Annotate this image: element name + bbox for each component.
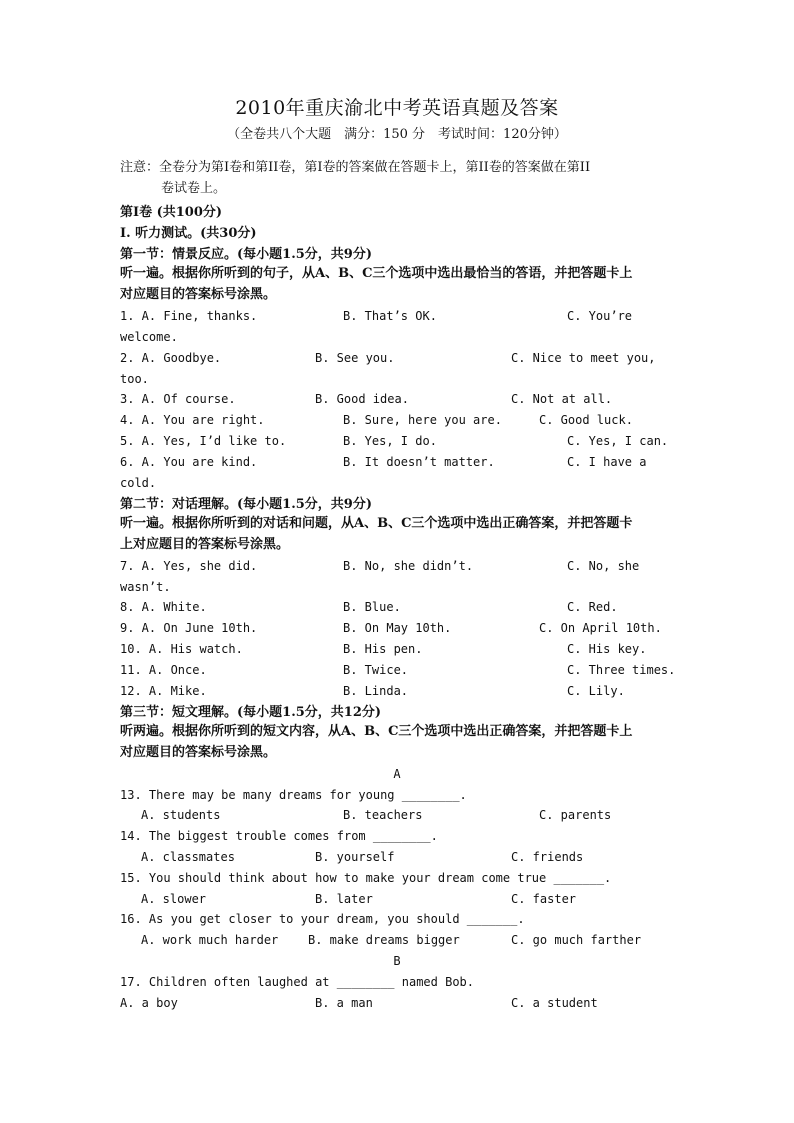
s3-instr-line-2: 对应题目的答案标号涂黑。	[120, 745, 277, 760]
option-c: C. You’re	[567, 309, 633, 323]
option-c: C. friends	[511, 850, 584, 864]
s1-heading: 第一节：情景反应。(每小题1.5分，共9分)	[120, 247, 372, 262]
question-row	[120, 455, 680, 476]
option-b: B. No, she didn’t.	[343, 559, 474, 573]
option-a: 9. A. On June 10th.	[120, 621, 258, 635]
option-a: 1. A. Fine, thanks.	[120, 309, 258, 323]
question-row	[120, 808, 680, 829]
option-a: 7. A. Yes, she did.	[120, 559, 258, 573]
option-b: B. His pen.	[343, 642, 423, 656]
notice	[120, 157, 680, 199]
question-stem: 14. The biggest trouble comes from ________.	[120, 829, 438, 843]
question-row	[120, 996, 680, 1017]
question-stem: 15. You should think about how to make your dream come true _______.	[120, 871, 612, 885]
option-b: B. teachers	[343, 808, 423, 822]
option-a: A. classmates	[141, 850, 235, 864]
question-row	[120, 392, 680, 413]
question-stem: 17. Children often laughed at ________ named Bob.	[120, 975, 475, 989]
option-a: 11. A. Once.	[120, 663, 207, 677]
option-b: B. Blue.	[343, 600, 401, 614]
s3-heading: 第三节：短文理解。(每小题1.5分，共12分)	[120, 705, 382, 720]
option-c-continued: welcome.	[120, 330, 178, 344]
option-c: C. Lily.	[567, 684, 625, 698]
option-b: B. That’s OK.	[343, 309, 437, 323]
option-a: 2. A. Goodbye.	[120, 351, 222, 365]
option-a: 3. A. Of course.	[120, 392, 236, 406]
s3-instructions	[120, 721, 680, 763]
option-b: B. yourself	[315, 850, 395, 864]
option-b: B. Sure, here you are.	[343, 413, 502, 427]
notice-line-2: 卷试卷上。	[161, 181, 227, 196]
question-row	[120, 309, 680, 330]
option-c-continued: too.	[120, 372, 149, 386]
question-row	[120, 642, 680, 663]
passage-label-a: A	[393, 767, 401, 781]
question-row	[120, 600, 680, 621]
option-b: B. later	[315, 892, 373, 906]
option-c: C. faster	[511, 892, 577, 906]
option-c-continued: wasn’t.	[120, 580, 171, 594]
page-title: 2010年重庆渝北中考英语真题及答案	[235, 97, 559, 119]
option-c: C. Good luck.	[539, 413, 633, 427]
option-c: C. No, she	[567, 559, 640, 573]
option-b: B. On May 10th.	[343, 621, 452, 635]
s2-instructions	[120, 513, 680, 555]
option-a: 6. A. You are kind.	[120, 455, 258, 469]
question-row	[120, 892, 680, 913]
option-c: C. His key.	[567, 642, 647, 656]
option-a: 10. A. His watch.	[120, 642, 243, 656]
option-b: B. Linda.	[343, 684, 409, 698]
option-c: C. On April 10th.	[539, 621, 662, 635]
option-a: A. work much harder	[141, 933, 279, 947]
option-c: C. a student	[511, 996, 598, 1010]
question-row	[120, 621, 680, 642]
question-row	[120, 351, 680, 372]
option-a: A. a boy	[120, 996, 178, 1010]
question-row	[120, 413, 680, 434]
question-row	[120, 663, 680, 684]
question-stem: 13. There may be many dreams for young ________.	[120, 788, 467, 802]
option-b: B. Yes, I do.	[343, 434, 437, 448]
question-row	[120, 434, 680, 455]
option-c: C. Nice to meet you,	[511, 351, 656, 365]
question-row	[120, 850, 680, 871]
passage-label-b: B	[393, 954, 401, 968]
option-a: 4. A. You are right.	[120, 413, 265, 427]
option-c-continued: cold.	[120, 476, 157, 490]
option-a: A. students	[141, 808, 221, 822]
s3-instr-line-1: 听两遍。根据你所听到的短文内容，从A、B、C三个选项中选出正确答案，并把答题卡上	[120, 724, 633, 739]
part-heading: 第Ⅰ卷 (共100分)	[120, 205, 223, 220]
s1-instructions	[120, 263, 680, 305]
option-c: C. go much farther	[511, 933, 642, 947]
page-subtitle: （全卷共八个大题 满分：150 分 考试时间：120分钟）	[227, 127, 567, 142]
option-c: C. Not at all.	[511, 392, 613, 406]
s1-instr-line-2: 对应题目的答案标号涂黑。	[120, 287, 277, 302]
option-b: B. It doesn’t matter.	[343, 455, 495, 469]
option-b: B. make dreams bigger	[308, 933, 460, 947]
question-stem: 16. As you get closer to your dream, you should _______.	[120, 912, 525, 926]
option-a: A. slower	[141, 892, 207, 906]
question-row	[120, 933, 680, 954]
section-title: I. 听力测试。(共30分)	[120, 226, 257, 241]
question-row	[120, 559, 680, 580]
option-c: C. Yes, I can.	[567, 434, 669, 448]
option-c: C. Red.	[567, 600, 618, 614]
s2-heading: 第二节：对话理解。(每小题1.5分，共9分)	[120, 497, 372, 512]
option-c: C. Three times.	[567, 663, 676, 677]
notice-line-1: 注意：全卷分为第Ⅰ卷和第II卷，第Ⅰ卷的答案做在答题卡上，第II卷的答案做在第II	[120, 160, 591, 175]
option-b: B. See you.	[315, 351, 395, 365]
option-a: 5. A. Yes, I’d like to.	[120, 434, 287, 448]
option-a: 8. A. White.	[120, 600, 207, 614]
option-b: B. Good idea.	[315, 392, 409, 406]
option-b: B. Twice.	[343, 663, 409, 677]
option-a: 12. A. Mike.	[120, 684, 207, 698]
option-b: B. a man	[315, 996, 373, 1010]
s2-instr-line-2: 上对应题目的答案标号涂黑。	[120, 537, 290, 552]
s2-instr-line-1: 听一遍。根据你所听到的对话和问题，从A、B、C三个选项中选出正确答案，并把答题卡	[120, 516, 633, 531]
option-c: C. I have a	[567, 455, 647, 469]
s1-instr-line-1: 听一遍。根据你所听到的句子，从A、B、C三个选项中选出最恰当的答语，并把答题卡上	[120, 266, 633, 281]
option-c: C. parents	[539, 808, 612, 822]
